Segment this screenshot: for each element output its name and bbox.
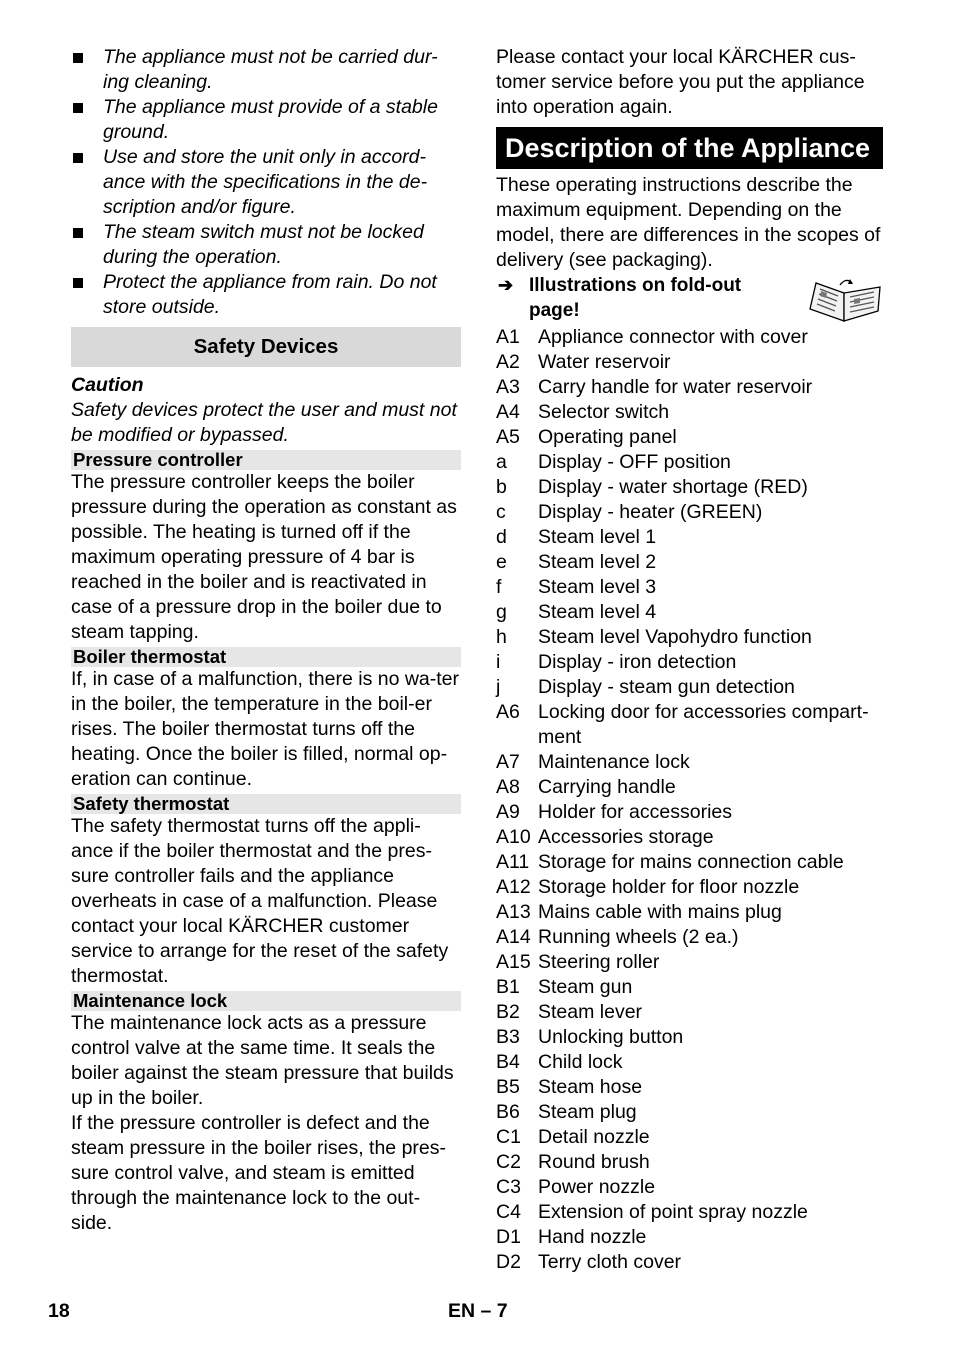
list-item: D2 Terry cloth cover: [496, 1251, 682, 1273]
list-item: A12 Storage holder for floor nozzle: [496, 876, 800, 898]
list-item: C3 Power nozzle: [496, 1176, 656, 1198]
list-item: A2 Water reservoir: [496, 351, 671, 373]
caution-text: Safety devices protect the user and must not be modified or bypassed.: [71, 399, 457, 446]
bullet-item: Protect the appliance from rain. Do not store outside.: [71, 270, 461, 320]
list-item: A8 Carrying handle: [496, 776, 676, 798]
list-item: A3 Carry handle for water reservoir: [496, 376, 813, 398]
safety-thermostat-text: The safety thermostat turns off the appli-ance if the boiler thermostat and the pres-sure controller fails and the appliance overheats in case of a malfunction. Please contact your local KÄRCHER customer service to arrange for the reset of the safety thermostat.: [71, 815, 449, 987]
safety-thermostat-heading: Safety thermostat: [71, 794, 461, 814]
list-item: A11 Storage for mains connection cable: [496, 851, 844, 873]
list-item: i Display - iron detection: [496, 651, 737, 673]
list-item: B3 Unlocking button: [496, 1026, 684, 1048]
right-column: [496, 45, 886, 1275]
list-item: A9 Holder for accessories: [496, 801, 732, 823]
list-item: B1 Steam gun: [496, 976, 633, 998]
maintenance-lock-heading: Maintenance lock: [71, 991, 461, 1011]
list-item: A15 Steering roller: [496, 951, 660, 973]
list-item: j Display - steam gun detection: [496, 676, 795, 698]
list-item: D1 Hand nozzle: [496, 1226, 647, 1248]
safety-devices-heading: Safety Devices: [71, 327, 461, 367]
maintenance-lock-text: The maintenance lock acts as a pressure control valve at the same time. It seals the boiler against the steam pressure that builds up in the boiler.: [71, 1012, 454, 1109]
bullet-item: The appliance must not be carried dur-ing cleaning.: [71, 45, 461, 95]
left-column: [71, 45, 461, 1236]
list-item: e Steam level 2: [496, 551, 657, 573]
section-page-label: EN – 7: [448, 1300, 508, 1322]
appliance-parts-list: [496, 325, 886, 1275]
bullet-item: The steam switch must not be locked during the operation.: [71, 220, 461, 270]
caution-label: Caution: [71, 374, 144, 396]
list-item: d Steam level 1: [496, 526, 657, 548]
illustrations-note-text: Illustrations on fold-out page!: [529, 275, 742, 321]
square-bullet-icon: [73, 103, 83, 113]
square-bullet-icon: [73, 278, 83, 288]
bullet-item: The appliance must provide of a stable ground.: [71, 95, 461, 145]
pressure-controller-text: The pressure controller keeps the boiler pressure during the operation as constant as possible. The heating is turned off if the maximum operating pressure of 4 bar is reached in the boiler and is reactivated in case of a pressure drop in the boiler due to steam tapping.: [71, 471, 457, 643]
square-bullet-icon: [73, 153, 83, 163]
list-item: A4 Selector switch: [496, 401, 670, 423]
list-item: C1 Detail nozzle: [496, 1126, 650, 1148]
list-item: b Display - water shortage (RED): [496, 476, 808, 498]
boiler-thermostat-heading: Boiler thermostat: [71, 647, 461, 667]
list-item: A7 Maintenance lock: [496, 751, 690, 773]
list-item: C2 Round brush: [496, 1151, 650, 1173]
maintenance-lock-text-2: If the pressure controller is defect and the steam pressure in the boiler rises, the pres-sure control valve, and steam is emitted through the maintenance lock to the out-side.: [71, 1112, 446, 1234]
list-item: g Steam level 4: [496, 601, 657, 623]
list-item: B6 Steam plug: [496, 1101, 637, 1123]
list-item: B4 Child lock: [496, 1051, 623, 1073]
list-item: h Steam level Vapohydro function: [496, 626, 812, 648]
list-item: f Steam level 3: [496, 576, 657, 598]
list-item: C4 Extension of point spray nozzle: [496, 1201, 808, 1223]
book-icon: [804, 275, 884, 325]
list-item: A6 Locking door for accessories compart-ment: [496, 701, 869, 748]
square-bullet-icon: [73, 228, 83, 238]
bullet-item: Use and store the unit only in accord-ance with the specifications in the de-scription and/or figure.: [71, 145, 461, 220]
list-item: B5 Steam hose: [496, 1076, 643, 1098]
illustrations-note: [496, 273, 886, 325]
list-item: A13 Mains cable with mains plug: [496, 901, 782, 923]
pressure-controller-heading: Pressure controller: [71, 450, 461, 470]
list-item: A1 Appliance connector with cover: [496, 326, 808, 348]
description-heading: Description of the Appliance: [496, 127, 883, 169]
page-number: 18: [48, 1300, 70, 1322]
list-item: A10 Accessories storage: [496, 826, 714, 848]
list-item: A14 Running wheels (2 ea.): [496, 926, 739, 948]
description-text: These operating instructions describe the maximum equipment. Depending on the model, there are differences in the scopes of delivery (see packaging).: [496, 174, 881, 271]
arrow-right-icon: ➔: [498, 275, 514, 295]
intro-text: Please contact your local KÄRCHER cus-tomer service before you put the appliance into operation again.: [496, 46, 865, 118]
list-item: B2 Steam lever: [496, 1001, 643, 1023]
square-bullet-icon: [73, 53, 83, 63]
safety-bullet-list: [71, 45, 461, 320]
list-item: c Display - heater (GREEN): [496, 501, 763, 523]
list-item: a Display - OFF position: [496, 451, 731, 473]
boiler-thermostat-text: If, in case of a malfunction, there is no wa-ter in the boiler, the temperature in the boil-er rises. The boiler thermostat turns off the heating. Once the boiler is filled, normal op-eration can continue.: [71, 668, 460, 790]
list-item: A5 Operating panel: [496, 426, 677, 448]
